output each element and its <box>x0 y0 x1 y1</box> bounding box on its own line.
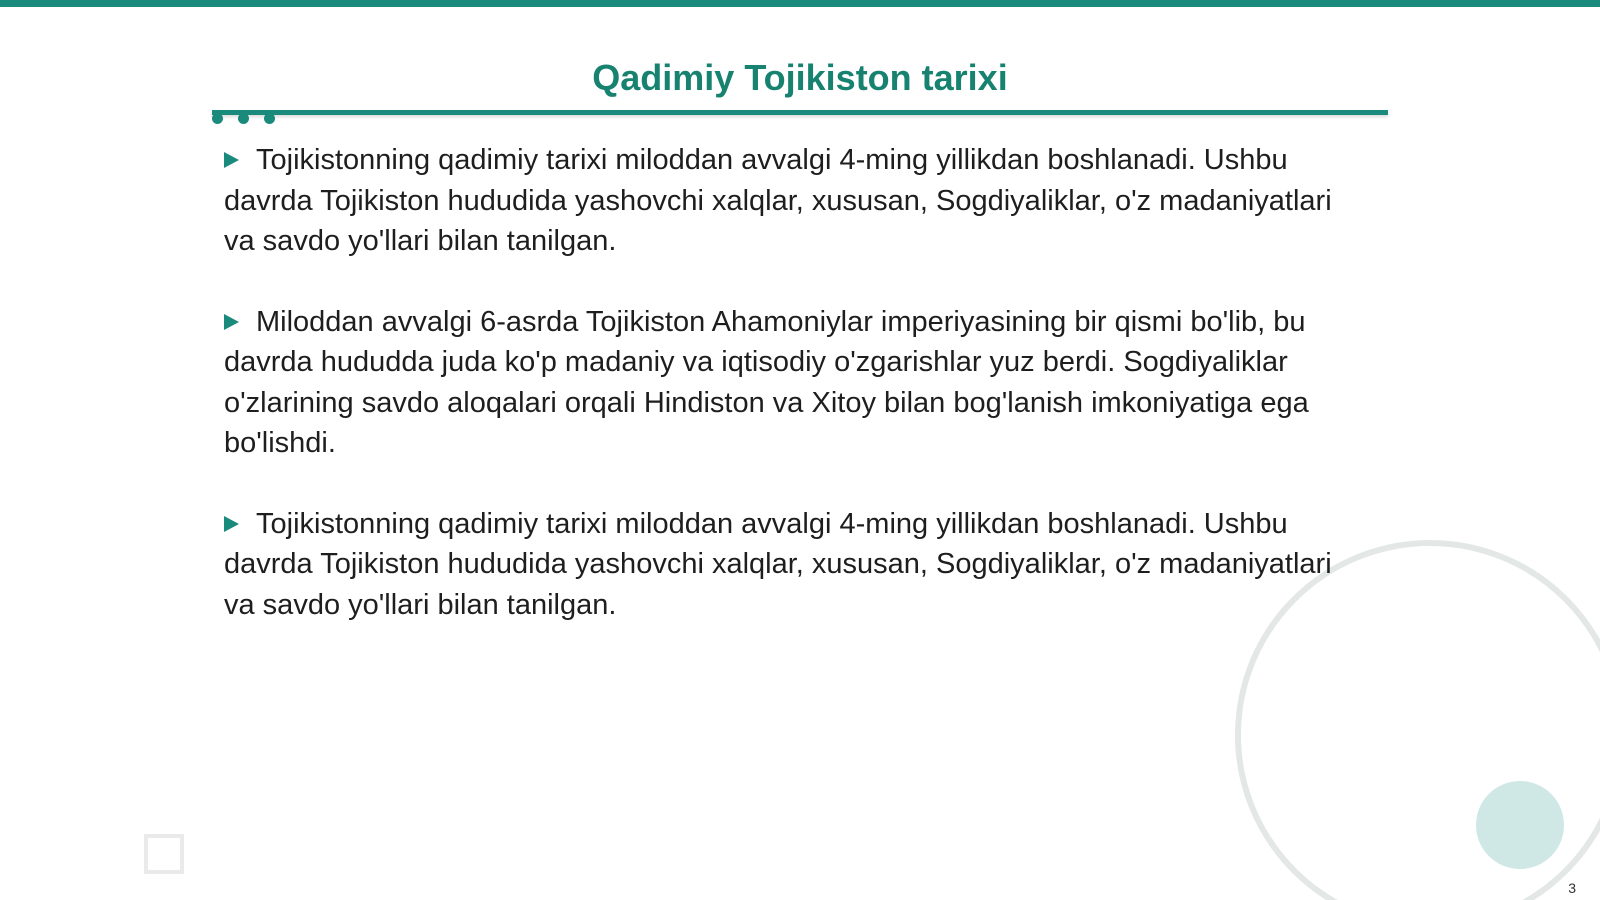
title-underline <box>212 110 1388 115</box>
teal-circle-decoration <box>1476 781 1564 869</box>
bullet-text: Tojikistonning qadimiy tarixi miloddan avvalgi 4-ming yillikdan boshlanadi. Ushbu davrda Tojikiston hududida yashovchi xalqlar, xususan, Sogdiyaliklar, o'z madaniyatlari va savdo yo'llari bilan tanilgan. <box>224 144 1332 257</box>
play-arrow-icon <box>224 314 239 330</box>
bullet-text: Tojikistonning qadimiy tarixi miloddan avvalgi 4-ming yillikdan boshlanadi. Ushbu davrda Tojikiston hududida yashovchi xalqlar, xususan, Sogdiyaliklar, o'z madaniyatlari va savdo yo'llari bilan tanilgan. <box>224 507 1332 621</box>
bullet-text: Miloddan avvalgi 6-asrda Tojikiston Ahamoniylar imperiyasining bir qismi bo'lib, bu davrda hududda juda ko'p madaniy va iqtisodiy o'zgarishlar yuz berdi. Sogdiyaliklar o'zlarining savdo aloqalari orqali Hindiston va Xitoy bilan bog'lanish imkoniyatiga ega bo'lishdi. <box>224 305 1309 459</box>
square-decoration <box>146 836 182 872</box>
underline-dot <box>264 113 275 124</box>
play-arrow-icon <box>224 152 239 168</box>
bullet-paragraph <box>224 504 1364 626</box>
page-number: 3 <box>1568 880 1576 896</box>
underline-dot <box>238 113 249 124</box>
slide-title: Qadimiy Tojikiston tarixi <box>592 57 1008 98</box>
bullet-paragraph <box>224 140 1364 262</box>
bullet-list <box>224 140 1364 665</box>
bullet-paragraph <box>224 302 1364 464</box>
underline-dot <box>212 113 223 124</box>
play-arrow-icon <box>224 516 239 532</box>
